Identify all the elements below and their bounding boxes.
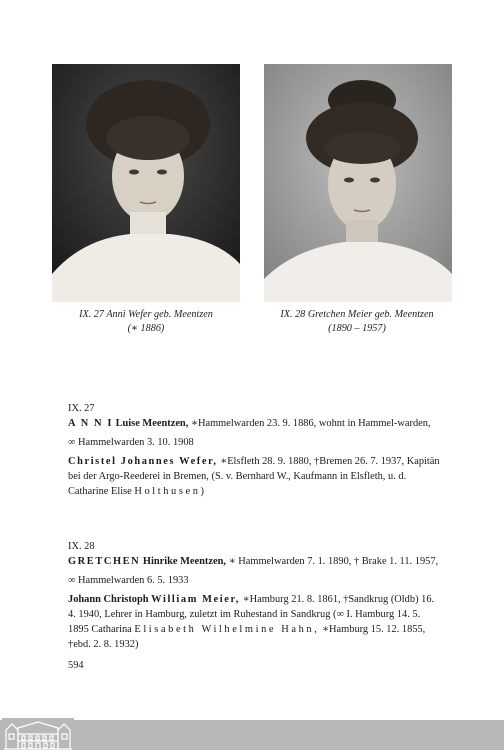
marriage-details: Hammelwarden 6. 5. 1933 [75, 575, 189, 586]
footer-bar [0, 720, 504, 750]
page-number: 594 [68, 660, 84, 671]
first-marriage-details: I. Hamburg 14. 5. 1895 Catharina [68, 609, 421, 635]
spouse-details: ∗Elsfleth 28. 9. 1880, †Bremen 26. 7. 1937, Kapitän bei der Argo-Reederei in Bremen, (S. v. Bernhard W., Kaufmann in Elsfleth, u. d. Catharine Elise [68, 456, 440, 497]
entry-person [68, 416, 442, 431]
person-first-name: GRETCHEN [68, 556, 141, 567]
spouse-mother-surname: Holthusen [134, 486, 201, 497]
entry-marriage [68, 435, 442, 450]
spouse-name: Christel Johannes Wefer, [68, 456, 218, 467]
genealogy-entry-ix28 [68, 539, 442, 652]
entry-spouse [68, 454, 442, 499]
photo-caption-gretchen [252, 308, 462, 336]
marriage-symbol: ∞ [68, 575, 76, 586]
person-name-rest: Luise Meentzen, [112, 418, 189, 429]
first-wife-name: Elisabeth Wilhelmine Hahn, [134, 624, 320, 635]
first-wife-details: ∗Hamburg 15. 12. 1855, †ebd. 2. 8. 1932) [68, 624, 426, 650]
entry-code: IX. 28 [68, 541, 95, 552]
marriage-symbol: ∞ [68, 437, 76, 448]
caption-line: (∗ 1886) [127, 323, 165, 334]
spouse-details: ∗Hamburg 21. 8. 1861, †Sandkrug (Oldb) 16. 4. 1940, Lehrer in Hamburg, zuletzt im Ruhestand in Sandkrug ( [68, 594, 435, 620]
portrait-photo-gretchen [264, 64, 452, 302]
person-first-name: A N N I [68, 418, 113, 429]
caption-line: IX. 27 Anni Wefer geb. Meentzen [79, 309, 213, 320]
entry-spouse [68, 592, 442, 652]
genealogy-entry-ix27 [68, 401, 442, 499]
photo-caption-anni [41, 308, 251, 336]
closing-paren: ) [200, 486, 204, 497]
person-details: ∗Hammelwarden 23. 9. 1886, wohnt in Hammel-warden, [188, 418, 431, 429]
entry-code: IX. 27 [68, 403, 95, 414]
spouse-name: William Meier, [151, 594, 240, 605]
caption-line: (1890 – 1957) [328, 323, 386, 334]
library-building-icon [2, 718, 74, 750]
person-name-rest: Hinrike Meentzen, [140, 556, 226, 567]
marriage-details: Hammelwarden 3. 10. 1908 [75, 437, 194, 448]
entry-person [68, 554, 442, 569]
person-details: ∗ Hammelwarden 7. 1. 1890, † Brake 1. 11. 1957, [225, 556, 439, 567]
entry-marriage [68, 573, 442, 588]
marriage-symbol: ∞ [336, 609, 344, 620]
spouse-first-names: Johann Christoph [68, 594, 152, 605]
caption-line: IX. 28 Gretchen Meier geb. Meentzen [280, 309, 434, 320]
portrait-photo-anni [52, 64, 240, 302]
